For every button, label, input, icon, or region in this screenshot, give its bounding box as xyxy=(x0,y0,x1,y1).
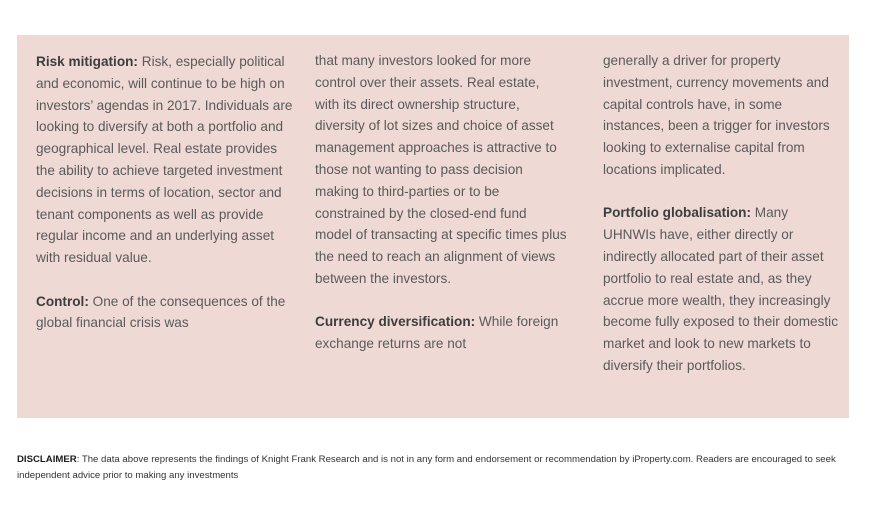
portfolio-globalisation-heading: Portfolio globalisation: xyxy=(603,205,752,221)
article-column-3 xyxy=(603,50,843,377)
risk-mitigation-text: Risk, especially political and economic, will continue to be high on investors’ agendas in 2017. Individuals are looking to diversify at both a portfolio and geographical level. Real estate provides the ability to achieve targeted investment decisions in terms of location, sector and tenant components as well as provide regular income and an underlying asset with residual value. xyxy=(36,54,293,266)
portfolio-globalisation-paragraph xyxy=(603,202,843,376)
disclaimer-label: DISCLAIMER xyxy=(17,454,77,465)
disclaimer-text: : The data above represents the findings of Knight Frank Research and is not in any form and endorsement or recommendation by iProperty.com. Readers are encouraged to seek independent advice prior to making any investments xyxy=(17,454,836,481)
risk-mitigation-paragraph xyxy=(36,51,298,269)
article-panel xyxy=(17,35,849,418)
currency-diversification-paragraph xyxy=(315,311,567,355)
control-heading: Control: xyxy=(36,293,89,309)
currency-diversification-text: While foreign exchange returns are not xyxy=(315,314,559,352)
currency-continued-paragraph: generally a driver for property investment, currency movements and capital controls have, in some instances, been a trigger for investors looking to externalise capital from locations implicated. xyxy=(603,53,830,177)
disclaimer xyxy=(17,452,857,484)
article-column-2 xyxy=(315,50,567,355)
article-column-1 xyxy=(36,51,298,334)
risk-mitigation-heading: Risk mitigation: xyxy=(36,54,138,69)
control-text: One of the consequences of the global financial crisis was xyxy=(36,293,286,331)
control-continued-paragraph: that many investors looked for more control over their assets. Real estate, with its direct ownership structure, diversity of lot sizes and choice of asset management approaches is attractive to those not wanting to pass decision making to third-parties or to be constrained by the closed-end fund model of transacting at specific times plus the need to reach an alignment of views between the investors. xyxy=(315,53,567,286)
portfolio-globalisation-text: Many UHNWIs have, either directly or indirectly allocated part of their asset portfolio to real estate and, as they accrue more wealth, they increasingly become fully exposed to their domestic market and look to new markets to diversify their portfolios. xyxy=(603,205,838,373)
currency-diversification-heading: Currency diversification: xyxy=(315,314,476,330)
control-paragraph xyxy=(36,291,298,335)
